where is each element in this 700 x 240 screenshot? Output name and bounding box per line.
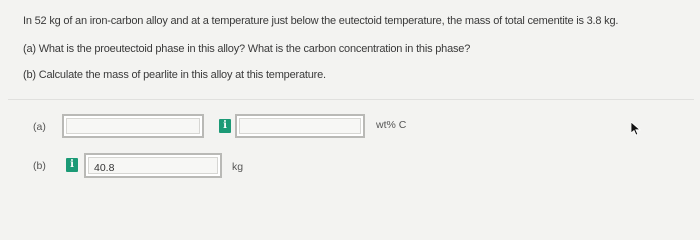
question-intro: In 52 kg of an iron-carbon alloy and at a temperature just below the eutectoid temperature, the mass of total cementite is 3.8 kg. bbox=[23, 15, 619, 27]
mouse-cursor-icon bbox=[631, 122, 641, 136]
info-icon[interactable]: i bbox=[219, 119, 231, 133]
divider bbox=[8, 99, 694, 100]
part-a-label: (a) bbox=[33, 121, 46, 133]
question-part-a: (a) What is the proeutectoid phase in this alloy? What is the carbon concentration in this phase? bbox=[23, 43, 471, 55]
unit-label-kg: kg bbox=[232, 161, 244, 173]
pearlite-mass-input[interactable]: 40.8 bbox=[84, 153, 222, 178]
part-b-label: (b) bbox=[33, 160, 46, 172]
proeutectoid-phase-input[interactable] bbox=[62, 114, 204, 138]
carbon-concentration-input[interactable] bbox=[235, 114, 365, 138]
question-part-b: (b) Calculate the mass of pearlite in this alloy at this temperature. bbox=[23, 69, 326, 81]
unit-label-wt-c: wt% C bbox=[376, 119, 407, 131]
info-icon[interactable]: i bbox=[66, 158, 78, 172]
